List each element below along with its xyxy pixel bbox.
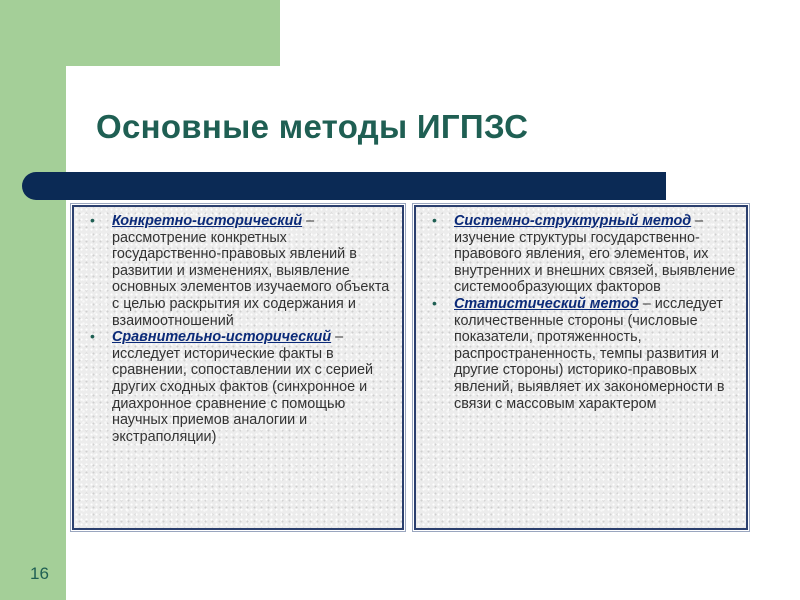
left-methods-list (74, 207, 402, 445)
slide-left-accent (0, 0, 66, 600)
method-description: – исследует исторические факты в сравнении, сопоставлении их с серией других сходных фактов (синхронное и диахронное сравнение с помощью научных приемов аналогии и экстраполяции) (112, 329, 374, 445)
method-term: Статистический метод (454, 295, 639, 312)
right-methods-list (416, 207, 746, 412)
page-number: 16 (30, 564, 49, 583)
right-methods-panel (414, 205, 748, 530)
left-methods-panel (72, 205, 404, 530)
slide-top-accent (0, 0, 280, 66)
bullet-icon: • (90, 212, 95, 228)
bullet-icon: • (90, 328, 95, 345)
bullet-icon: • (432, 294, 437, 311)
method-term: Конкретно-исторический (112, 213, 303, 229)
list-item-concrete-historical (88, 213, 394, 329)
title-divider-bar (22, 172, 666, 200)
slide-title: Основные методы ИГПЗС (96, 108, 529, 145)
bullet-icon: • (432, 212, 437, 228)
list-item-statistical (430, 296, 738, 412)
list-item-comparative-historical (88, 329, 394, 445)
method-description: – изучение структуры государственно-правового явления, его элементов, их внутренних и внешних связей, выявление системообразующих факторов (454, 213, 736, 296)
list-item-system-structural (430, 213, 738, 296)
method-description: – исследует количественные стороны (числовые показатели, протяженность, распространенность, темпы развития и другие стороны) историко-правовых явлений, выявляет их закономерности в связи с массовым характером (454, 295, 725, 412)
method-term: Сравнительно-исторический (112, 329, 332, 346)
method-description: – рассмотрение конкретных государственно-правовых явлений в развитии и изменениях, выявление основных элементов изучаемого объекта с целью раскрытия их содержания и взаимоотношений (112, 213, 390, 329)
method-term: Системно-структурный метод (454, 213, 692, 229)
